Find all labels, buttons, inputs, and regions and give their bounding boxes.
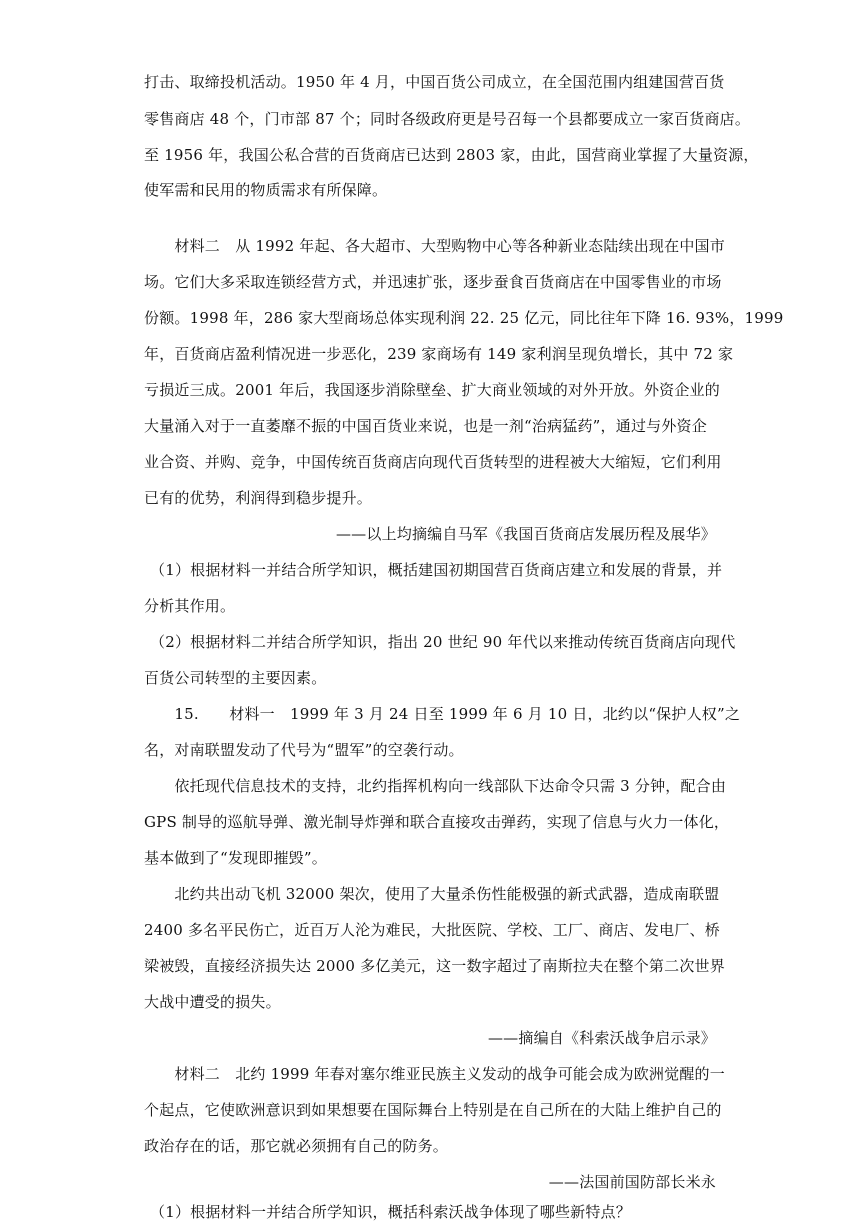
source-citation: ——摘编自《科索沃战争启示录》: [487, 1029, 716, 1047]
text-line: 个起点，它使欧洲意识到如果想要在国际舞台上特别是在自己所在的大陆上维护自己的: [144, 1101, 722, 1119]
text-line: 零售商店 48 个，门市部 87 个；同时各级政府更是号召每一个县都要成立一家百货商店。: [144, 110, 751, 128]
source-citation: ——法国前国防部长米永: [548, 1173, 716, 1191]
text-line: 业合资、并购、竞争，中国传统百货商店向现代百货转型的进程被大大缩短，它们利用: [144, 453, 722, 471]
text-line: 大量涌入对于一直萎靡不振的中国百货业来说，也是一剂“治病猛药”，通过与外资企: [144, 417, 707, 435]
text-line: 材料二 从 1992 年起、各大超市、大型购物中心等各种新业态陆续出现在中国市: [144, 237, 725, 255]
text-line: 基本做到了“发现即摧毁”。: [144, 849, 327, 867]
text-line: 至 1956 年，我国公私合营的百货商店已达到 2803 家，由此，国营商业掌握了大量资源，: [144, 146, 759, 164]
text-line: 已有的优势，利润得到稳步提升。: [144, 489, 373, 507]
text-line: 依托现代信息技术的支持，北约指挥机构向一线部队下达命令只需 3 分钟，配合由: [144, 777, 727, 795]
question-line: （1）根据材料一并结合所学知识，概括建国初期国营百货商店建立和发展的背景，并: [150, 561, 723, 579]
question-line: （1）根据材料一并结合所学知识，概括科索沃战争体现了哪些新特点？: [150, 1203, 631, 1221]
text-line: 亏损近三成。2001 年后，我国逐步消除壁垒、扩大商业领域的对外开放。外资企业的: [144, 381, 720, 399]
text-line: 大战中遭受的损失。: [144, 993, 281, 1011]
text-line: 使军需和民用的物质需求有所保障。: [144, 181, 388, 199]
question-line: （2）根据材料二并结合所学知识，指出 20 世纪 90 年代以来推动传统百货商店向现代: [150, 633, 736, 651]
text-line: 材料二 北约 1999 年春对塞尔维亚民族主义发动的战争可能会成为欧洲觉醒的一: [144, 1065, 725, 1083]
text-line: 梁被毁，直接经济损失达 2000 多亿美元，这一数字超过了南斯拉夫在整个第二次世界: [144, 957, 725, 975]
text-line: 年，百货商店盈利情况进一步恶化，239 家商场有 149 家利润呈现负增长，其中 72 家: [144, 345, 734, 363]
question-line: 百货公司转型的主要因素。: [144, 669, 327, 687]
question-line: 分析其作用。: [144, 597, 236, 615]
text-line: 场。它们大多采取连锁经营方式，并迅速扩张，逐步蚕食百货商店在中国零售业的市场: [144, 273, 722, 291]
text-line: 15. 材料一 1999 年 3 月 24 日至 1999 年 6 月 10 日，北约以“保护人权”之: [144, 705, 741, 723]
text-line: 名，对南联盟发动了代号为“盟军”的空袭行动。: [144, 741, 464, 759]
text-line: 2400 多名平民伤亡，近百万人沦为难民，大批医院、学校、工厂、商店、发电厂、桥: [144, 921, 720, 939]
text-line: 打击、取缔投机活动。1950 年 4 月，中国百货公司成立，在全国范围内组建国营百货: [144, 73, 725, 91]
text-line: 政治存在的话，那它就必须拥有自己的防务。: [144, 1137, 449, 1155]
text-line: GPS 制导的巡航导弹、激光制导炸弹和联合直接攻击弹药，实现了信息与火力一体化，: [144, 813, 730, 831]
text-line: 份额。1998 年，286 家大型商场总体实现利润 22. 25 亿元，同比往年下降 16. 93%，1999: [144, 309, 784, 327]
source-citation: ——以上均摘编自马军《我国百货商店发展历程及展华》: [335, 525, 716, 543]
text-line: 北约共出动飞机 32000 架次，使用了大量杀伤性能极强的新式武器，造成南联盟: [144, 885, 720, 903]
